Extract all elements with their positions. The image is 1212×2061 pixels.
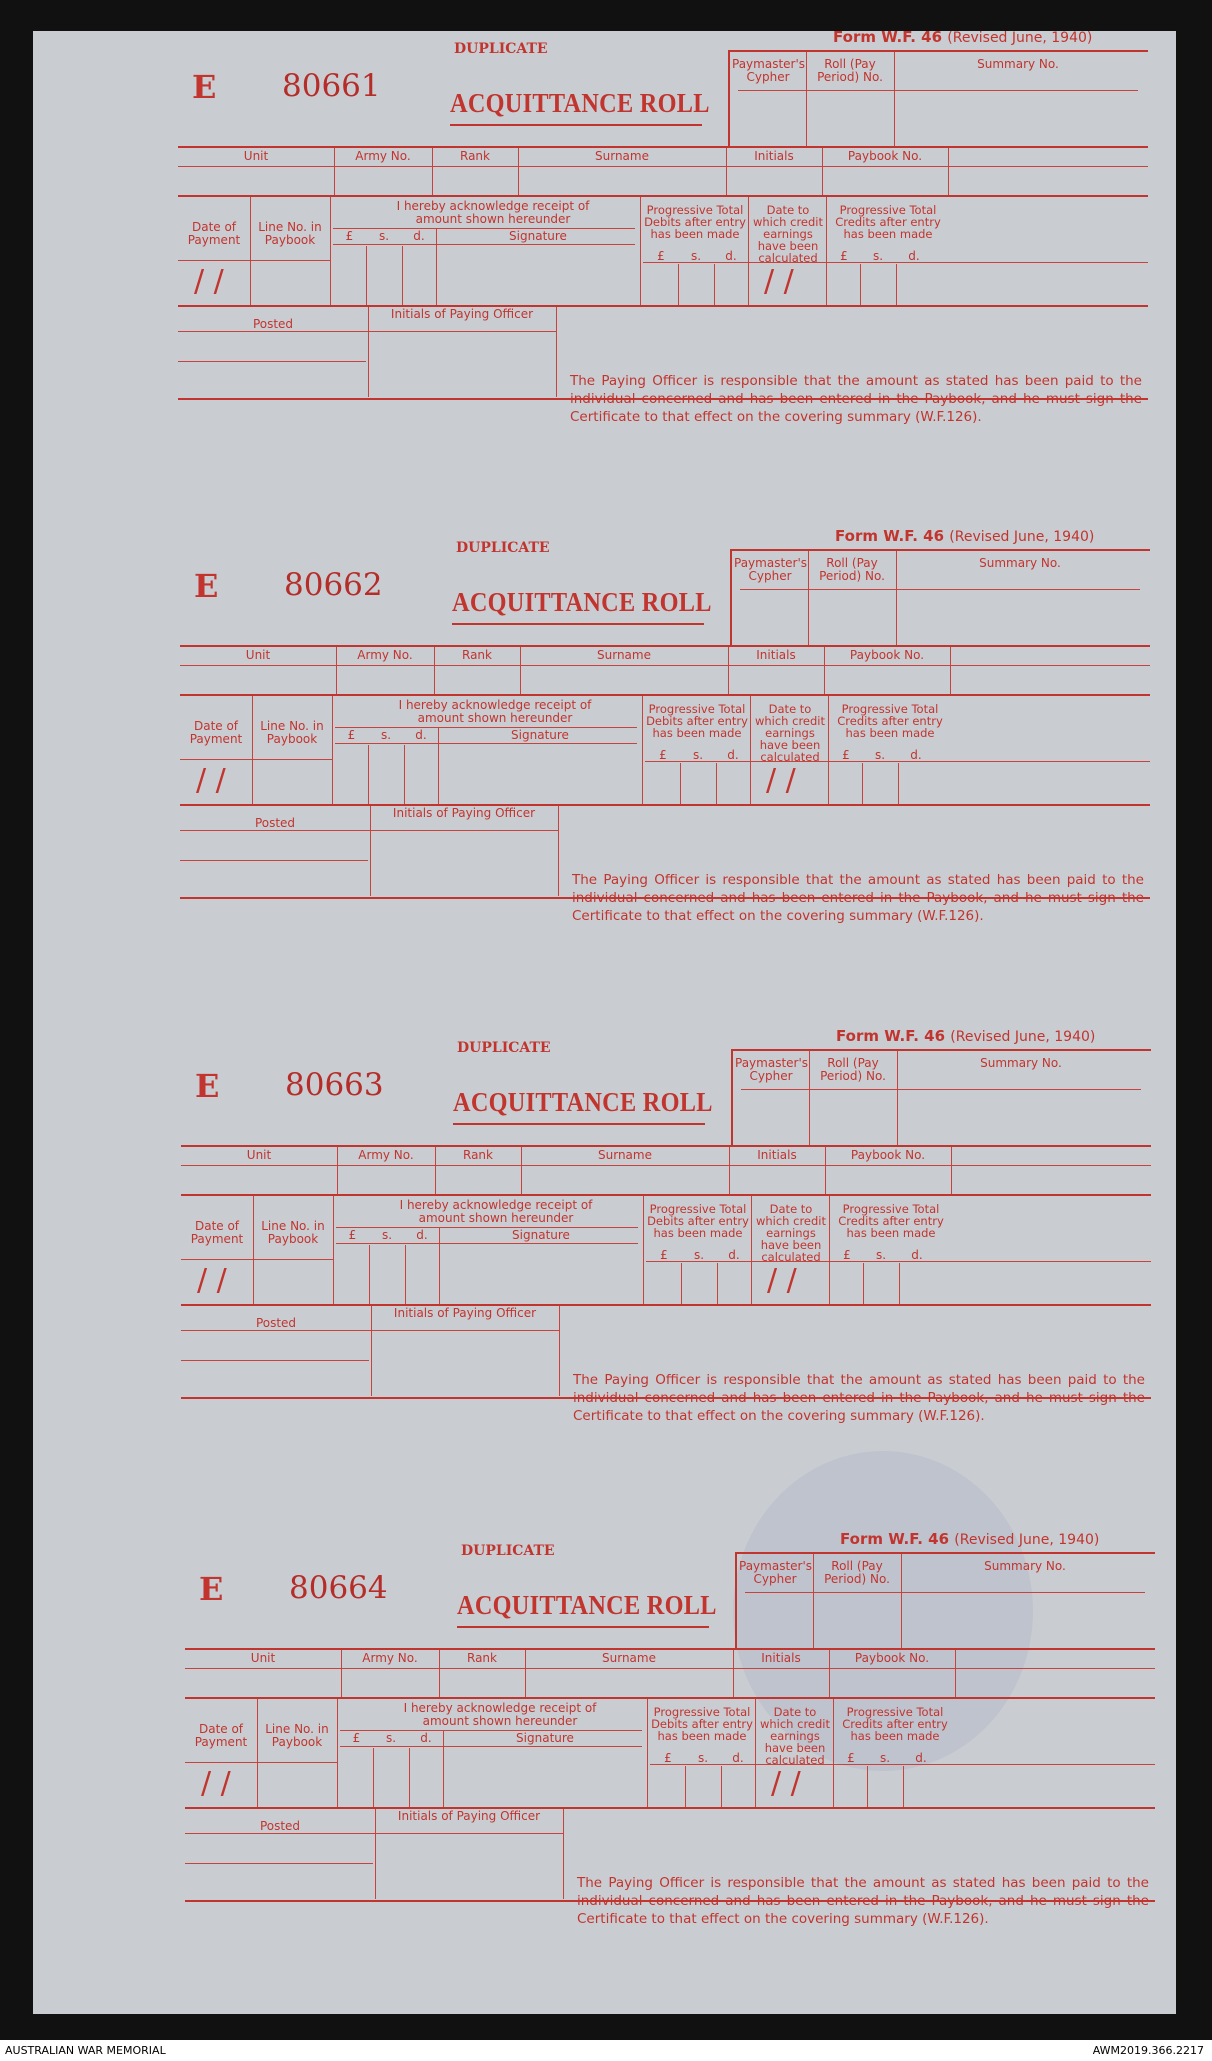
form-title: ACQUITTANCE ROLL xyxy=(452,587,712,617)
date-of-payment-label: Date of Payment xyxy=(194,1722,248,1749)
form-number xyxy=(833,28,1092,46)
series-letter: E xyxy=(192,68,217,106)
acquittance-roll-form-2 xyxy=(180,527,1150,982)
posted-label: Posted xyxy=(255,1316,297,1330)
initials-paying-officer-label: Initials of Paying Officer xyxy=(392,806,536,820)
paymaster-cypher-label: Paymaster's Cypher xyxy=(734,556,808,583)
date-credit-label: Date to which credit earnings have been calculated xyxy=(759,1705,831,1767)
roll-period-label: Roll (Pay Period) No. xyxy=(824,1559,890,1586)
acknowledge-label: I hereby acknowledge receipt of amount shown hereunder xyxy=(396,199,590,226)
title-underline xyxy=(450,124,702,126)
progressive-debits-label: Progressive Total Debits after entry has been made xyxy=(651,1705,753,1743)
summary-no-label: Summary No. xyxy=(979,556,1061,570)
initials-label: Initials xyxy=(761,1651,801,1665)
debits-pound-label: £ xyxy=(660,1248,668,1262)
pound-label: £ xyxy=(348,1228,357,1242)
paybook-no-label: Paybook No. xyxy=(850,1148,926,1162)
army-no-label: Army No. xyxy=(358,1148,414,1162)
progressive-debits-label: Progressive Total Debits after entry has been made xyxy=(647,1202,749,1240)
shilling-label: s. xyxy=(378,229,390,243)
footer-accession: AWM2019.366.2217 xyxy=(1092,2044,1204,2057)
debits-shilling-label: s. xyxy=(697,1751,709,1765)
posted-label: Posted xyxy=(254,816,296,830)
shilling-label: s. xyxy=(380,728,392,742)
serial-number: 80661 xyxy=(282,68,381,104)
unit-label: Unit xyxy=(246,1148,272,1162)
rank-label: Rank xyxy=(467,1651,497,1665)
form-revision: (Revised June, 1940) xyxy=(950,1029,1096,1045)
initials-paying-officer-label: Initials of Paying Officer xyxy=(397,1809,541,1823)
signature-label: Signature xyxy=(516,1731,574,1745)
acquittance-roll-form-4 xyxy=(185,1530,1155,1985)
line-no-label: Line No. in Paybook xyxy=(261,1219,325,1246)
surname-label: Surname xyxy=(597,648,651,662)
form-number xyxy=(835,527,1094,545)
credits-pound-label: £ xyxy=(847,1751,855,1765)
paymaster-cypher-label: Paymaster's Cypher xyxy=(739,1559,813,1586)
form-no: Form W.F. 46 xyxy=(833,28,943,46)
date-of-payment-label: Date of Payment xyxy=(189,719,243,746)
debits-pence-label: d. xyxy=(725,249,737,263)
progressive-credits-label: Progressive Total Credits after entry has been made xyxy=(835,203,941,241)
credit-date-slashes: / / xyxy=(767,1263,797,1298)
progressive-credits-label: Progressive Total Credits after entry has been made xyxy=(838,1202,944,1240)
pence-label: d. xyxy=(415,728,427,742)
credits-shilling-label: s. xyxy=(875,1248,887,1262)
signature-label: Signature xyxy=(511,728,569,742)
duplicate-label: DUPLICATE xyxy=(454,41,548,57)
summary-no-label: Summary No. xyxy=(980,1056,1062,1070)
credit-date-slashes: / / xyxy=(771,1766,801,1801)
signature-label: Signature xyxy=(512,1228,570,1242)
surname-label: Surname xyxy=(602,1651,656,1665)
line-no-label: Line No. in Paybook xyxy=(258,220,322,247)
initials-label: Initials xyxy=(756,648,796,662)
paying-officer-note: The Paying Officer is responsible that the amount as stated has been paid to the individual concerned and has been entered in the Paybook, and he must sign the Certificate to that effect on the covering summary (W.F.126). xyxy=(573,1372,1145,1424)
form-revision: (Revised June, 1940) xyxy=(954,1532,1100,1548)
form-no: Form W.F. 46 xyxy=(835,527,945,545)
army-no-label: Army No. xyxy=(355,149,411,163)
roll-period-label: Roll (Pay Period) No. xyxy=(817,57,883,84)
title-underline xyxy=(457,1626,709,1628)
payment-date-slashes: / / xyxy=(196,763,226,798)
series-letter: E xyxy=(199,1570,224,1608)
paybook-no-label: Paybook No. xyxy=(849,648,925,662)
paying-officer-note: The Paying Officer is responsible that the amount as stated has been paid to the individual concerned and has been entered in the Paybook, and he must sign the Certificate to that effect on the covering summary (W.F.126). xyxy=(570,373,1142,425)
serial-number: 80662 xyxy=(284,567,383,603)
army-no-label: Army No. xyxy=(362,1651,418,1665)
date-of-payment-label: Date of Payment xyxy=(187,220,241,247)
paymaster-cypher-label: Paymaster's Cypher xyxy=(735,1056,809,1083)
credits-pence-label: d. xyxy=(908,249,920,263)
acquittance-roll-form-1 xyxy=(178,28,1148,483)
form-no: Form W.F. 46 xyxy=(836,1027,946,1045)
title-underline xyxy=(452,623,704,625)
summary-no-label: Summary No. xyxy=(977,57,1059,71)
unit-label: Unit xyxy=(250,1651,276,1665)
credit-date-slashes: / / xyxy=(766,763,796,798)
debits-shilling-label: s. xyxy=(692,748,704,762)
credits-pound-label: £ xyxy=(842,748,850,762)
credits-pence-label: d. xyxy=(915,1751,927,1765)
signature-label: Signature xyxy=(509,229,567,243)
credits-shilling-label: s. xyxy=(879,1751,891,1765)
serial-number: 80663 xyxy=(285,1067,384,1103)
credits-pound-label: £ xyxy=(840,249,848,263)
credits-shilling-label: s. xyxy=(874,748,886,762)
line-no-label: Line No. in Paybook xyxy=(260,719,324,746)
duplicate-label: DUPLICATE xyxy=(457,1040,551,1056)
shilling-label: s. xyxy=(381,1228,393,1242)
posted-label: Posted xyxy=(259,1819,301,1833)
acknowledge-label: I hereby acknowledge receipt of amount shown hereunder xyxy=(403,1701,597,1728)
line-no-label: Line No. in Paybook xyxy=(265,1722,329,1749)
initials-label: Initials xyxy=(754,149,794,163)
payment-date-slashes: / / xyxy=(194,264,224,299)
date-credit-label: Date to which credit earnings have been calculated xyxy=(755,1202,827,1264)
form-revision: (Revised June, 1940) xyxy=(949,529,1095,545)
initials-label: Initials xyxy=(757,1148,797,1162)
duplicate-label: DUPLICATE xyxy=(456,540,550,556)
acquittance-roll-form-3 xyxy=(181,1027,1151,1482)
rank-label: Rank xyxy=(462,648,492,662)
acknowledge-label: I hereby acknowledge receipt of amount shown hereunder xyxy=(398,698,592,725)
surname-label: Surname xyxy=(595,149,649,163)
series-letter: E xyxy=(195,1067,220,1105)
unit-label: Unit xyxy=(245,648,271,662)
form-title: ACQUITTANCE ROLL xyxy=(453,1087,713,1117)
acknowledge-label: I hereby acknowledge receipt of amount shown hereunder xyxy=(399,1198,593,1225)
payment-date-slashes: / / xyxy=(197,1263,227,1298)
debits-pence-label: d. xyxy=(732,1751,744,1765)
credits-pence-label: d. xyxy=(910,748,922,762)
debits-shilling-label: s. xyxy=(693,1248,705,1262)
title-underline xyxy=(453,1123,705,1125)
rank-label: Rank xyxy=(463,1148,493,1162)
pound-label: £ xyxy=(352,1731,361,1745)
series-letter: E xyxy=(194,567,219,605)
form-no: Form W.F. 46 xyxy=(840,1530,950,1548)
paymaster-cypher-label: Paymaster's Cypher xyxy=(732,57,806,84)
paying-officer-note: The Paying Officer is responsible that the amount as stated has been paid to the individual concerned and has been entered in the Paybook, and he must sign the Certificate to that effect on the covering summary (W.F.126). xyxy=(572,872,1144,924)
rank-label: Rank xyxy=(460,149,490,163)
form-title: ACQUITTANCE ROLL xyxy=(457,1590,717,1620)
pence-label: d. xyxy=(416,1228,428,1242)
form-revision: (Revised June, 1940) xyxy=(947,30,1093,46)
credits-shilling-label: s. xyxy=(872,249,884,263)
paying-officer-note: The Paying Officer is responsible that the amount as stated has been paid to the individual concerned and has been entered in the Paybook, and he must sign the Certificate to that effect on the covering summary (W.F.126). xyxy=(577,1875,1149,1927)
progressive-credits-label: Progressive Total Credits after entry has been made xyxy=(842,1705,948,1743)
pound-label: £ xyxy=(347,728,356,742)
credits-pence-label: d. xyxy=(911,1248,923,1262)
surname-label: Surname xyxy=(598,1148,652,1162)
paybook-no-label: Paybook No. xyxy=(854,1651,930,1665)
footer-source: AUSTRALIAN WAR MEMORIAL xyxy=(5,2044,166,2057)
debits-pound-label: £ xyxy=(659,748,667,762)
unit-label: Unit xyxy=(243,149,269,163)
footer-bar xyxy=(0,2040,1212,2061)
posted-label: Posted xyxy=(252,317,294,331)
debits-pence-label: d. xyxy=(727,748,739,762)
debits-shilling-label: s. xyxy=(690,249,702,263)
summary-no-label: Summary No. xyxy=(984,1559,1066,1573)
pence-label: d. xyxy=(413,229,425,243)
shilling-label: s. xyxy=(385,1731,397,1745)
debits-pence-label: d. xyxy=(728,1248,740,1262)
initials-paying-officer-label: Initials of Paying Officer xyxy=(393,1306,537,1320)
credit-date-slashes: / / xyxy=(764,264,794,299)
roll-period-label: Roll (Pay Period) No. xyxy=(820,1056,886,1083)
form-number xyxy=(840,1530,1099,1548)
form-title: ACQUITTANCE ROLL xyxy=(450,88,710,118)
credits-pound-label: £ xyxy=(843,1248,851,1262)
paybook-no-label: Paybook No. xyxy=(847,149,923,163)
pound-label: £ xyxy=(345,229,354,243)
date-of-payment-label: Date of Payment xyxy=(190,1219,244,1246)
debits-pound-label: £ xyxy=(657,249,665,263)
progressive-debits-label: Progressive Total Debits after entry has been made xyxy=(646,702,748,740)
date-credit-label: Date to which credit earnings have been calculated xyxy=(754,702,826,764)
debits-pound-label: £ xyxy=(664,1751,672,1765)
progressive-credits-label: Progressive Total Credits after entry has been made xyxy=(837,702,943,740)
progressive-debits-label: Progressive Total Debits after entry has been made xyxy=(644,203,746,241)
date-credit-label: Date to which credit earnings have been calculated xyxy=(752,203,824,265)
pence-label: d. xyxy=(420,1731,432,1745)
serial-number: 80664 xyxy=(289,1570,388,1606)
form-number xyxy=(836,1027,1095,1045)
roll-period-label: Roll (Pay Period) No. xyxy=(819,556,885,583)
duplicate-label: DUPLICATE xyxy=(461,1543,555,1559)
payment-date-slashes: / / xyxy=(201,1766,231,1801)
army-no-label: Army No. xyxy=(357,648,413,662)
initials-paying-officer-label: Initials of Paying Officer xyxy=(390,307,534,321)
